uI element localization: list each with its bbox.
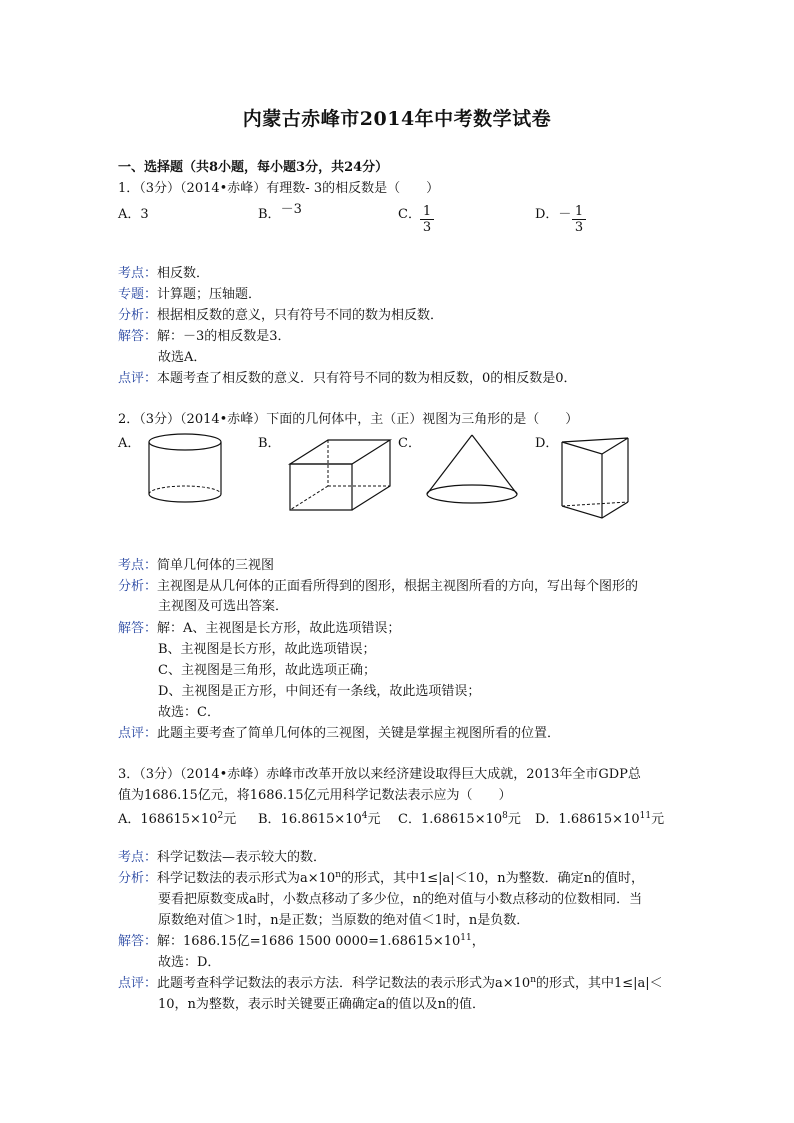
q3-option-d [535,808,664,827]
q3-option-c [398,808,521,827]
q2-kaodian [118,556,274,576]
q3-dianping-line-2: 10，n为整数，表示时关键要正确确定a的值以及n的值． [158,997,486,1012]
q1-jieda-text: 解：－3的相反数是3． [157,329,291,344]
label-zhuanti: 专题： [118,287,158,302]
q2-fenxi-text: 主视图是从几何体的正面看所得到的图形，根据主视图所看的方向，写出每个图形的 [157,579,639,594]
q1-option-a: A．3 [118,207,149,222]
q3-option-d-unit: 元 [651,812,665,827]
q1-option-c-fraction [420,204,434,235]
q3-kaodian [118,848,326,868]
q3-jieda-answer: 故选：D． [158,955,221,970]
question-1-stem: 1．（3分）（2014•赤峰）有理数- 3的相反数是（ ） [118,181,440,196]
triangular-prism-figure [560,436,634,526]
q1-kaodian [118,264,209,284]
q3-fenxi [118,869,644,889]
q1-zhuanti-text: 计算题；压轴题． [157,287,262,302]
cylinder-figure [145,430,225,510]
q3-jieda-exponent: 11 [460,933,472,943]
section-heading: 一、选择题（共8小题，每小题3分，共24分） [118,160,389,175]
q2-dianping [118,724,560,744]
q3-option-b-unit: 元 [367,812,381,827]
q2-option-a: A． [118,436,141,451]
q1-kaodian-text: 相反数． [157,266,210,281]
q3-dianping-text: 此题考查科学记数法的表示方法．科学记数法的表示形式为a×10 [157,976,531,991]
q1-option-b-label: B． [258,207,281,222]
label-jieda: 解答： [118,621,158,636]
q3-option-d-exponent: 11 [639,811,652,821]
label-kaodian: 考点： [118,266,158,281]
q2-option-d: D． [535,436,559,451]
label-jieda: 解答： [118,329,158,344]
q3-dianping-exponent: n [530,975,536,985]
q1-option-b-value: －3 [280,202,302,217]
q1-option-c-denominator: 3 [422,220,432,235]
question-3-stem: 3．（3分）（2014•赤峰）赤峰市改革开放以来经济建设取得巨大成就，2013年全市GDP总 [118,767,641,782]
q3-option-c-exponent: 8 [502,811,508,821]
q1-jieda-answer: 故选A． [158,350,207,365]
question-3-stem-line-2: 值为1686.15亿元，将1686.15亿元用科学记数法表示应为（ ） [118,788,512,803]
q3-dianping [118,974,663,994]
q3-option-a-base: A．168615×10 [118,812,218,827]
question-2-stem: 2．（3分）（2014•赤峰）下面的几何体中，主（正）视图为三角形的是（ ） [118,412,579,427]
q3-option-c-unit: 元 [507,812,521,827]
q3-option-b-base: B．16.8615×10 [258,812,362,827]
q3-option-b [258,808,381,827]
label-fenxi: 分析： [118,579,158,594]
label-dianping: 点评： [118,371,158,386]
cone-figure [424,432,520,512]
q1-fenxi [118,306,443,326]
q1-option-d-fraction [572,204,586,235]
q2-jieda-line-4: D、主视图是正方形，中间还有一条线，故此选项错误； [158,684,481,699]
q3-jieda-text-cont: ， [471,934,485,949]
q2-jieda-line-2: B、主视图是长方形，故此选项错误； [158,642,376,657]
q3-fenxi-line-2: 要看把原数变成a时，小数点移动了多少位，n的绝对值与小数点移动的位数相同．当 [158,892,643,907]
q1-option-c-numerator: 1 [420,204,434,220]
q3-fenxi-text: 科学记数法的表示形式为a×10 [157,871,336,886]
q2-jieda-text: 解：A、主视图是长方形，故此选项错误； [157,621,401,636]
q2-dianping-text: 此题主要考查了简单几何体的三视图，关键是掌握主视图所看的位置． [157,726,561,741]
label-jieda: 解答： [118,934,158,949]
q2-fenxi-line-2: 主视图及可选出答案． [158,599,289,614]
q2-option-b: B． [258,436,281,451]
q3-fenxi-exponent: n [335,870,341,880]
q2-jieda-line-3: C、主视图是三角形，故此选项正确； [158,663,376,678]
q2-kaodian-text: 简单几何体的三视图 [157,558,275,573]
q1-jieda [118,327,291,347]
q3-option-a-unit: 元 [223,812,237,827]
label-fenxi: 分析： [118,871,158,886]
q3-option-b-exponent: 4 [361,811,368,821]
q3-kaodian-text: 科学记数法—表示较大的数． [157,850,327,865]
q1-option-c-label: C． [398,207,421,222]
cuboid-figure [288,436,392,512]
q3-option-c-base: C．1.68615×10 [398,812,503,827]
q3-dianping-text-cont: 的形式，其中1≤|a|＜ [536,976,663,991]
q2-fenxi [118,577,638,597]
q1-dianping [118,369,577,389]
q3-option-a-exponent: 2 [217,811,224,821]
q3-jieda-text: 解：1686.15亿=1686 1500 0000=1.68615×10 [157,934,461,949]
q3-option-a [118,808,236,827]
q2-option-c: C． [398,436,421,451]
label-fenxi: 分析： [118,308,158,323]
q1-option-d-label: D．－ [535,207,572,222]
label-kaodian: 考点： [118,558,158,573]
label-kaodian: 考点： [118,850,158,865]
page-title: 内蒙古赤峰市2014年中考数学试卷 [242,108,552,130]
q3-jieda [118,932,485,952]
q1-option-b [258,203,302,222]
q3-fenxi-line-3: 原数绝对值＞1时，n是正数；当原数的绝对值＜1时，n是负数． [158,913,530,928]
q2-jieda [118,619,400,639]
q1-option-d-numerator: 1 [572,204,586,220]
q1-option-d-denominator: 3 [574,220,584,235]
label-dianping: 点评： [118,726,158,741]
q3-option-d-base: D．1.68615×10 [535,812,640,827]
q3-fenxi-text-cont: 的形式，其中1≤|a|＜10，n为整数．确定n的值时， [341,871,644,886]
q1-zhuanti [118,285,261,305]
q1-dianping-text: 本题考查了相反数的意义．只有符号不同的数为相反数，0的相反数是0． [157,371,577,386]
q1-fenxi-text: 根据相反数的意义，只有符号不同的数为相反数． [157,308,444,323]
label-dianping: 点评： [118,976,158,991]
q2-jieda-answer: 故选：C． [158,705,220,720]
